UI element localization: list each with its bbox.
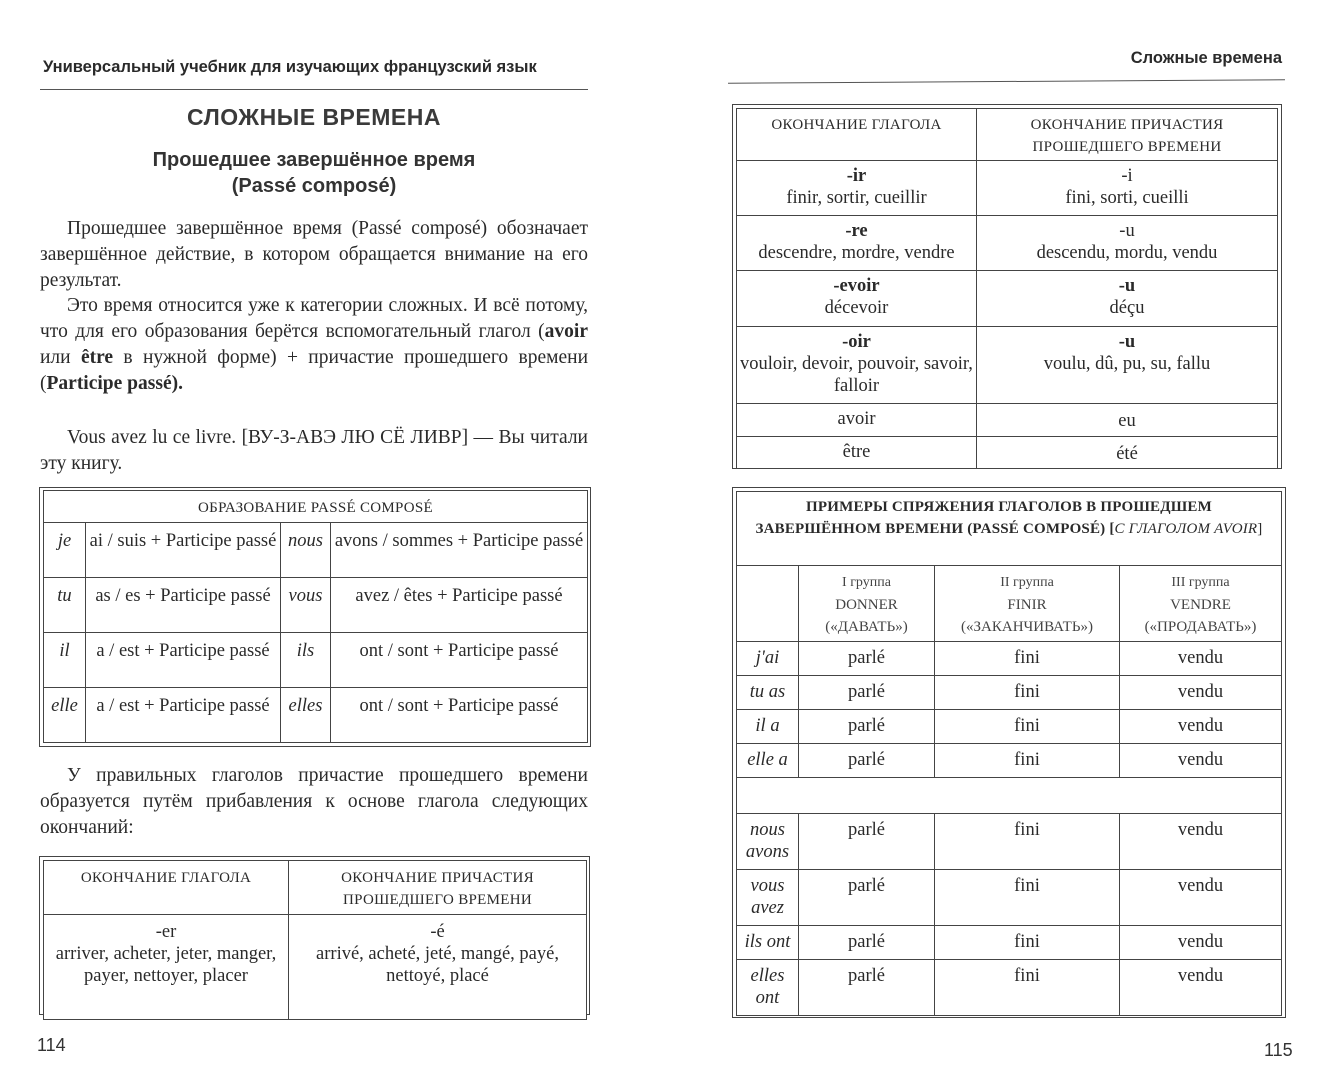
endings-intro-text	[40, 763, 588, 840]
group-label: II группа	[1000, 575, 1054, 590]
form-cell: avez / êtes + Participe passé	[331, 578, 588, 633]
pronoun-cell: vous avez	[737, 870, 799, 926]
column-header-verb-ending: ОКОНЧАНИЕ ГЛАГОЛА	[44, 861, 289, 915]
participle-cell: parlé	[799, 870, 935, 926]
table-row	[44, 633, 588, 688]
participle-cell: parlé	[799, 926, 935, 960]
participle-cell: parlé	[799, 710, 935, 744]
table-row	[737, 404, 1278, 437]
translation-label: («ДАВАТЬ»)	[825, 619, 908, 635]
table-row	[737, 814, 1282, 870]
column-header-verb-ending: ОКОНЧАНИЕ ГЛАГОЛА	[737, 109, 977, 161]
participle-cell: parlé	[799, 676, 935, 710]
table-row	[737, 161, 1278, 216]
form-cell: ont / sont + Participe passé	[331, 633, 588, 688]
verb-examples: finir, sortir, cueillir	[786, 188, 927, 208]
participle-cell: vendu	[1120, 814, 1282, 870]
ending-label: -oir	[842, 332, 871, 352]
pronoun-cell: j'ai	[737, 642, 799, 676]
participle-cell: vendu	[1120, 642, 1282, 676]
pronoun-cell: vous	[281, 578, 331, 633]
column-header-group-2	[935, 566, 1120, 642]
participle-examples: arrivé, acheté, jeté, mangé, payé, nettoyé, placé	[316, 944, 559, 986]
participle-cell: fini	[935, 744, 1120, 778]
participle-cell: fini	[935, 710, 1120, 744]
ending-label: -u	[1118, 332, 1136, 352]
participle-examples: déçu	[1109, 298, 1145, 318]
column-header-participle-ending: ОКОНЧАНИЕ ПРИЧАСТИЯ ПРОШЕДШЕГО ВРЕМЕНИ	[977, 109, 1278, 161]
participle-cell: fini	[935, 676, 1120, 710]
pronoun-cell: ils ont	[737, 926, 799, 960]
ending-label: -ir	[846, 166, 867, 186]
text-span: или	[40, 346, 81, 368]
section-title-line-1: Прошедшее завершённое время	[152, 149, 476, 171]
ending-label: -re	[845, 221, 868, 241]
section-title-line-2: (Passé composé)	[231, 175, 397, 197]
participle-cell: vendu	[1120, 744, 1282, 778]
verb-label: FINIR	[1007, 597, 1047, 613]
participle-cell: parlé	[799, 960, 935, 1016]
pronoun-cell: elles ont	[737, 960, 799, 1016]
term-participe-passe: Participe passé).	[46, 372, 183, 394]
table-row	[737, 437, 1278, 469]
participle-examples: descendu, mordu, vendu	[1036, 243, 1218, 263]
paragraph-definition: Прошедшее завершённое время (Passé composé) обозначает завершённое действие, в котором обращается внимание на его результат.	[40, 218, 588, 291]
ending-label: -evoir	[833, 276, 880, 296]
pronoun-header	[737, 566, 799, 642]
pronoun-cell: il	[44, 633, 86, 688]
intro-text	[40, 216, 588, 397]
table-row	[737, 327, 1278, 404]
text-span: Это время относится уже к категории сложных. И всё потому, что для его образования берётся вспомогательный глагол (	[40, 295, 588, 343]
verb-label: VENDRE	[1170, 597, 1231, 613]
ending-label: -er	[155, 922, 177, 942]
column-header-group-3	[1120, 566, 1282, 642]
table-row	[737, 216, 1278, 271]
form-cell: a / est + Participe passé	[86, 688, 281, 743]
participle-cell: parlé	[799, 744, 935, 778]
conjugation-examples-table	[736, 491, 1282, 1016]
term-avoir: avoir	[544, 321, 588, 343]
verb-cell: avoir	[737, 404, 977, 437]
table-row	[737, 710, 1282, 744]
page-number: 114	[37, 1035, 66, 1055]
participle-cell: vendu	[1120, 710, 1282, 744]
form-cell: ont / sont + Participe passé	[331, 688, 588, 743]
verb-ending-cell	[44, 915, 289, 1020]
header-rule	[728, 79, 1285, 83]
participle-ending-cell	[977, 327, 1278, 404]
verb-ending-cell	[737, 327, 977, 404]
ending-label: -u	[1118, 276, 1136, 296]
endings-table-er	[43, 860, 587, 1020]
running-head-right: Сложные времена	[1130, 49, 1282, 67]
group-label: III группа	[1171, 575, 1230, 590]
section-title	[40, 147, 588, 199]
verb-examples: arriver, acheter, jeter, manger, payer, nettoyer, placer	[55, 944, 277, 986]
page-number: 115	[1264, 1040, 1293, 1060]
separator-cell	[737, 778, 1282, 814]
participle-cell: fini	[935, 926, 1120, 960]
verb-label: DONNER	[835, 597, 898, 613]
pronoun-cell: tu	[44, 578, 86, 633]
verb-examples: descendre, mordre, vendre	[758, 243, 955, 263]
table-row	[737, 960, 1282, 1016]
pronoun-cell: nous avons	[737, 814, 799, 870]
pronoun-cell: il a	[737, 710, 799, 744]
table-title-end: ]	[1257, 521, 1263, 537]
translation-label: («ПРОДАВАТЬ»)	[1144, 619, 1257, 635]
ending-label: -u	[1119, 221, 1135, 241]
participle-ending-cell	[977, 216, 1278, 271]
term-etre: être	[80, 346, 114, 368]
table-row	[737, 271, 1278, 327]
text-span: в нужной форме) + причастие прошедшего времени (	[40, 346, 589, 394]
table-title: ОБРАЗОВАНИЕ PASSÉ COMPOSÉ	[44, 491, 588, 523]
ending-label: -é	[430, 922, 445, 942]
form-cell: avons / sommes + Participe passé	[331, 523, 588, 578]
column-header-group-1	[799, 566, 935, 642]
form-cell: ai / suis + Participe passé	[86, 523, 281, 578]
verb-cell: être	[737, 437, 977, 469]
group-label: I группа	[842, 575, 891, 590]
table-row	[737, 676, 1282, 710]
endings-table-continued	[736, 108, 1278, 469]
pronoun-cell: elle a	[737, 744, 799, 778]
ending-label: -i	[1121, 166, 1133, 186]
formation-table	[43, 490, 588, 743]
participle-cell: vendu	[1120, 676, 1282, 710]
paragraph-endings: У правильных глаголов причастие прошедшего времени образуется путём прибавления к основе глагола следующих окончаний:	[40, 765, 588, 838]
column-header-participle-ending: ОКОНЧАНИЕ ПРИЧАСТИЯ ПРОШЕДШЕГО ВРЕМЕНИ	[289, 861, 587, 915]
participle-examples: voulu, dû, pu, su, fallu	[1043, 354, 1211, 374]
participle-cell: été	[977, 437, 1278, 469]
participle-ending-cell	[289, 915, 587, 1020]
verb-examples: vouloir, devoir, pouvoir, savoir, falloir	[740, 354, 973, 396]
table-title	[737, 492, 1282, 566]
verb-examples: décevoir	[824, 298, 889, 318]
participle-cell: fini	[935, 814, 1120, 870]
table-row	[737, 926, 1282, 960]
participle-cell: vendu	[1120, 870, 1282, 926]
table-title-main: ПРИМЕРЫ СПРЯЖЕНИЯ ГЛАГОЛОВ В ПРОШЕДШЕМ ЗАВЕРШЁННОМ ВРЕМЕНИ (PASSÉ COMPOSÉ) [	[755, 499, 1212, 537]
pronoun-cell: ils	[281, 633, 331, 688]
table-row	[44, 915, 587, 1020]
paragraph-formation	[40, 293, 588, 396]
participle-cell: vendu	[1120, 926, 1282, 960]
pronoun-cell: tu as	[737, 676, 799, 710]
translation-label: («ЗАКАНЧИВАТЬ»)	[961, 619, 1093, 635]
pronoun-cell: je	[44, 523, 86, 578]
separator-row	[737, 778, 1282, 814]
table-row	[44, 688, 588, 743]
verb-ending-cell	[737, 216, 977, 271]
table-row	[44, 578, 588, 633]
table-title-italic: С ГЛАГОЛОМ AVOIR	[1114, 521, 1258, 537]
pronoun-cell: nous	[281, 523, 331, 578]
verb-ending-cell	[737, 161, 977, 216]
participle-cell: fini	[935, 960, 1120, 1016]
participle-cell: parlé	[799, 642, 935, 676]
header-rule	[40, 89, 588, 90]
participle-ending-cell	[977, 271, 1278, 327]
form-cell: as / es + Participe passé	[86, 578, 281, 633]
table-row	[44, 523, 588, 578]
verb-ending-cell	[737, 271, 977, 327]
table-row	[737, 642, 1282, 676]
participle-cell: vendu	[1120, 960, 1282, 1016]
example-text	[40, 425, 588, 477]
table-row	[737, 870, 1282, 926]
participle-cell: eu	[977, 404, 1278, 437]
chapter-title: СЛОЖНЫЕ ВРЕМЕНА	[187, 104, 441, 130]
participle-cell: fini	[935, 870, 1120, 926]
running-head-left: Универсальный учебник для изучающих французский язык	[43, 58, 537, 76]
pronoun-cell: elle	[44, 688, 86, 743]
pronoun-cell: elles	[281, 688, 331, 743]
form-cell: a / est + Participe passé	[86, 633, 281, 688]
table-row	[737, 744, 1282, 778]
participle-cell: fini	[935, 642, 1120, 676]
paragraph-example: Vous avez lu ce livre. [ВУ-З-АВЭ ЛЮ СЁ ЛИВР] — Вы читали эту книгу.	[40, 427, 588, 474]
participle-examples: fini, sorti, cueilli	[1065, 188, 1189, 208]
participle-cell: parlé	[799, 814, 935, 870]
participle-ending-cell	[977, 161, 1278, 216]
